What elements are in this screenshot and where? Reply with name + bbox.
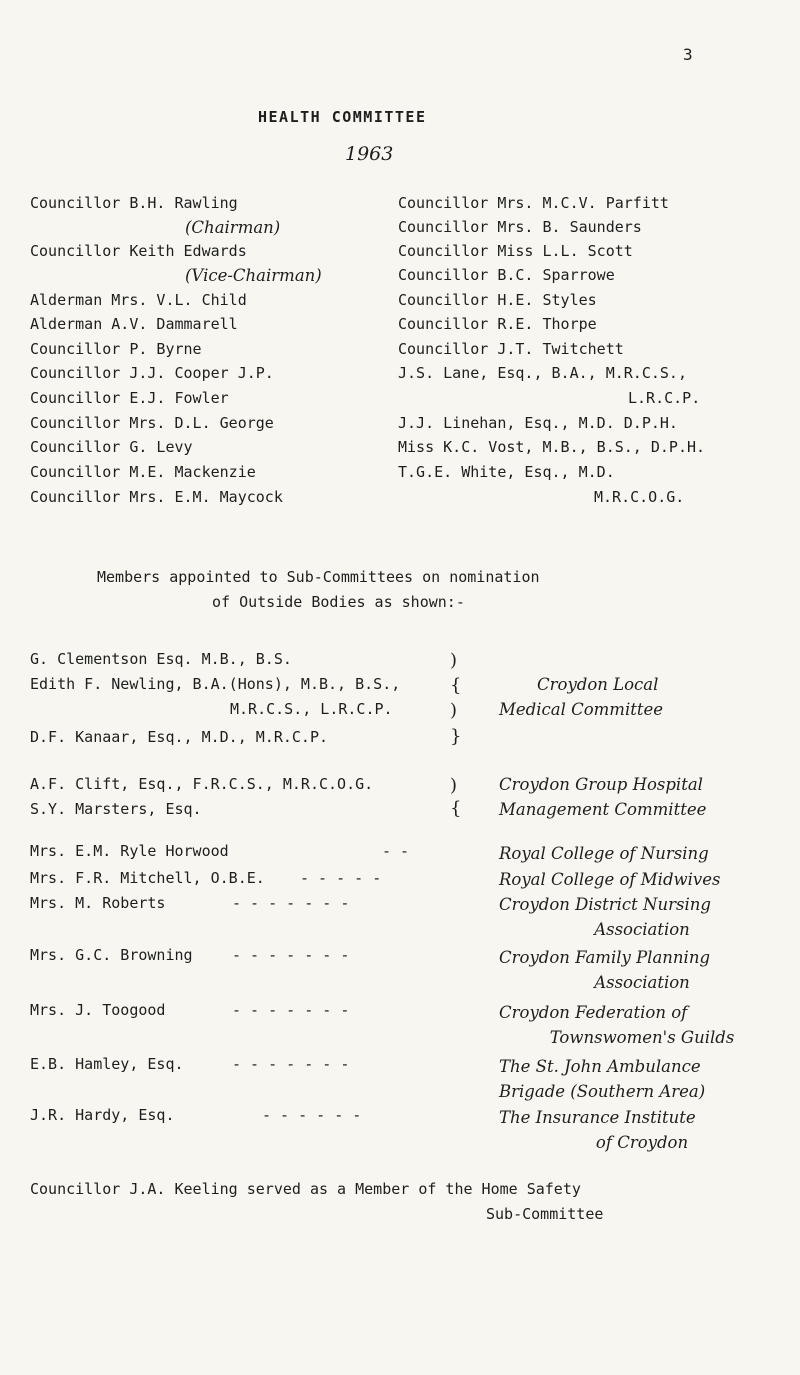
outside-body-name: Royal College of Nursing (499, 844, 709, 863)
bracket-mark: } (450, 726, 462, 747)
footer-note-line: Sub-Committee (486, 1205, 604, 1223)
footer-note-line: Councillor J.A. Keeling served as a Member of the Home Safety (30, 1180, 581, 1198)
outside-body-name: of Croydon (595, 1133, 689, 1152)
nominee-name: Mrs. M. Roberts (30, 894, 166, 912)
member-name: Councillor Keith Edwards (30, 242, 247, 260)
bracket-mark: ) (450, 700, 458, 721)
outside-body-name: The St. John Ambulance (499, 1057, 701, 1076)
outside-body-name: Royal College of Midwives (499, 870, 721, 889)
member-name: Councillor M.E. Mackenzie (30, 463, 256, 481)
member-name: Councillor J.T. Twitchett (398, 340, 624, 358)
outside-body-name: Croydon District Nursing (499, 895, 711, 914)
outside-body-name: The Insurance Institute (499, 1108, 696, 1127)
year: 1963 (345, 143, 394, 165)
bracket-mark: { (450, 798, 462, 819)
dash-leader: - - - - - - - (232, 1001, 350, 1019)
nominee-name: Mrs. F.R. Mitchell, O.B.E. (30, 869, 265, 887)
outside-body-name: Management Committee (499, 800, 707, 819)
outside-body-name: Croydon Local (537, 675, 659, 694)
member-name: Councillor P. Byrne (30, 340, 202, 358)
bracket-mark: ) (450, 775, 458, 796)
nominee-name: D.F. Kanaar, Esq., M.D., M.R.C.P. (30, 728, 329, 746)
member-role: (Chairman) (185, 218, 281, 237)
nominee-name: Mrs. G.C. Browning (30, 946, 193, 964)
nominee-name: S.Y. Marsters, Esq. (30, 800, 202, 818)
page-number: 3 (683, 45, 693, 64)
bracket-mark: ) (450, 650, 458, 671)
member-name: Councillor Mrs. M.C.V. Parfitt (398, 194, 669, 212)
member-name: Councillor E.J. Fowler (30, 389, 229, 407)
dash-leader: - - (382, 842, 410, 860)
nominee-qualification: M.R.C.S., L.R.C.P. (230, 700, 393, 718)
member-name: Councillor G. Levy (30, 438, 193, 456)
nominee-name: E.B. Hamley, Esq. (30, 1055, 184, 1073)
outside-body-name: Association (594, 920, 690, 939)
dash-leader: - - - - - - (262, 1106, 362, 1124)
outside-body-name: Croydon Group Hospital (499, 775, 703, 794)
nominee-name: G. Clementson Esq. M.B., B.S. (30, 650, 292, 668)
nominee-name: A.F. Clift, Esq., F.R.C.S., M.R.C.O.G. (30, 775, 374, 793)
member-name: Councillor Mrs. E.M. Maycock (30, 488, 283, 506)
member-qualification: L.R.C.P. (628, 389, 701, 407)
nominee-name: Edith F. Newling, B.A.(Hons), M.B., B.S., (30, 675, 401, 693)
outside-body-name: Townswomen's Guilds (549, 1028, 735, 1047)
outside-body-name: Croydon Family Planning (499, 948, 711, 967)
member-name: Councillor J.J. Cooper J.P. (30, 364, 274, 382)
member-name: Councillor B.C. Sparrowe (398, 266, 615, 284)
outside-body-name: Medical Committee (499, 700, 664, 719)
dash-leader: - - - - - (300, 869, 382, 887)
member-name: J.S. Lane, Esq., B.A., M.R.C.S., (398, 364, 687, 382)
outside-body-name: Croydon Federation of (499, 1003, 688, 1022)
member-qualification: M.R.C.O.G. (594, 488, 685, 506)
member-name: Miss K.C. Vost, M.B., B.S., D.P.H. (398, 438, 706, 456)
outside-body-name: Brigade (Southern Area) (499, 1082, 706, 1101)
member-name: Councillor R.E. Thorpe (398, 315, 597, 333)
member-name: Councillor Miss L.L. Scott (398, 242, 633, 260)
dash-leader: - - - - - - - (232, 1055, 350, 1073)
subcommittee-intro-line: of Outside Bodies as shown:- (212, 593, 465, 611)
member-name: T.G.E. White, Esq., M.D. (398, 463, 615, 481)
subcommittee-intro-line: Members appointed to Sub-Committees on nomination (97, 568, 540, 586)
member-role: (Vice-Chairman) (185, 266, 322, 285)
outside-body-name: Association (594, 973, 690, 992)
nominee-name: J.R. Hardy, Esq. (30, 1106, 175, 1124)
page-title: HEALTH COMMITTEE (258, 108, 427, 126)
bracket-mark: { (450, 675, 462, 696)
nominee-name: Mrs. E.M. Ryle Horwood (30, 842, 229, 860)
member-name: Councillor B.H. Rawling (30, 194, 238, 212)
member-name: Councillor Mrs. D.L. George (30, 414, 274, 432)
member-name: Councillor Mrs. B. Saunders (398, 218, 642, 236)
nominee-name: Mrs. J. Toogood (30, 1001, 166, 1019)
member-name: Alderman Mrs. V.L. Child (30, 291, 247, 309)
member-name: J.J. Linehan, Esq., M.D. D.P.H. (398, 414, 678, 432)
dash-leader: - - - - - - - (232, 946, 350, 964)
member-name: Alderman A.V. Dammarell (30, 315, 238, 333)
member-name: Councillor H.E. Styles (398, 291, 597, 309)
dash-leader: - - - - - - - (232, 894, 350, 912)
